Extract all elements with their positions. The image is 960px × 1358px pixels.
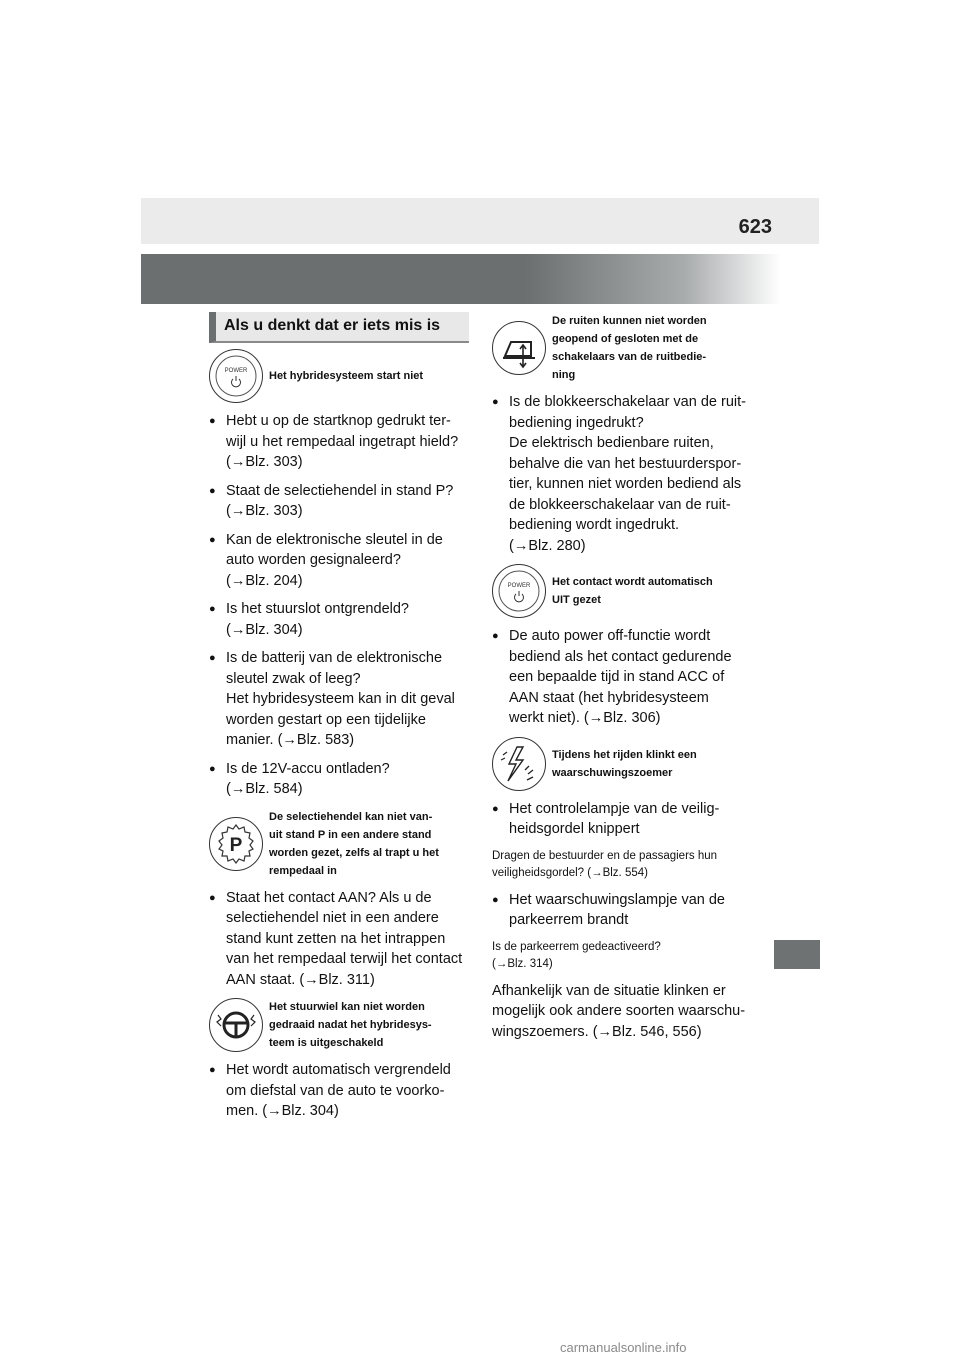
topic-header-steering-wheel (209, 998, 469, 1052)
steering-wheel-icon (209, 998, 263, 1052)
topic-list (209, 411, 469, 800)
svg-text:P: P (229, 834, 243, 856)
topic-label: Het hybridesysteem start niet (269, 370, 424, 382)
note-text: Dragen de bestuurder en de passagiers hun veiligheidsgordel? (→Blz. 554) (492, 849, 718, 879)
topic-label: Het stuurwiel kan niet worden gedraaid nadat het hybridesys- teem is uitgeschakeld (269, 1001, 432, 1049)
power-icon-label: POWER (224, 368, 248, 374)
topic-header-hybrid-no-start (209, 349, 469, 403)
warning-buzzer-icon (492, 737, 546, 791)
list-item: ● Is de blokkeerschakelaar van de ruit- bediening ingedrukt? De elektrisch bedienbare ruiten, behalve die van het bestuurderspor- tier, kunnen niet worden bediend als de blokkeerschakelaar van de ruit- bediening wordt ingedrukt. (→Blz. 280) (492, 392, 752, 556)
page-number: 623 (738, 216, 772, 238)
window-switch-icon (492, 321, 546, 375)
watermark: carmanualsonline.info (560, 1340, 687, 1355)
shift-p-gear-icon (209, 817, 263, 871)
list-item: ● Het waarschuwingslampje van de parkeerrem brandt (492, 890, 752, 931)
note-text: Is de parkeerrem gedeactiveerd? (→Blz. 314) (492, 940, 661, 970)
chapter-tab (774, 940, 820, 969)
list-item: ● Het wordt automatisch vergrendeld om diefstal van de auto te voorko- men. (→Blz. 304) (209, 1060, 469, 1122)
topic-label: De selectiehendel kan niet van- uit stand P in een andere stand worden gezet, zelfs al trapt u het rempedaal in (269, 810, 439, 877)
power-button-icon (492, 564, 546, 618)
topic-header-shift-lever (209, 808, 469, 880)
topic-header-auto-off (492, 564, 752, 618)
left-column (209, 312, 469, 1130)
topic-label: Het contact wordt automatisch UIT gezet (552, 576, 713, 606)
list-item: ● Staat het contact AAN? Als u de selectiehendel niet in een andere stand kunt zetten na het intrappen van het rempedaal terwijl het contact AAN staat. (→Blz. 311) (209, 888, 469, 991)
list-item: ● Hebt u op de startknop gedrukt ter- wijl u het rempedaal ingetrapt hield? (→Blz. 303) (209, 411, 469, 473)
list-item: ● De auto power off-functie wordt bediend als het contact gedurende een bepaalde tijd in stand ACC of AAN staat (het hybridesysteem werkt niet). (→Blz. 306) (492, 626, 752, 729)
topic-header-buzzer (492, 737, 752, 791)
power-button-icon (209, 349, 263, 403)
topic-label: De ruiten kunnen niet worden geopend of gesloten met de schakelaars van de ruitbedie- ning (552, 315, 707, 381)
list-item: ● Kan de elektronische sleutel in de auto worden gesignaleerd? (→Blz. 204) (209, 530, 469, 592)
right-column (492, 306, 752, 1050)
list-item: ● Staat de selectiehendel in stand P? (→Blz. 303) (209, 481, 469, 522)
closing-paragraph: Afhankelijk van de situatie klinken er mogelijk ook andere soorten waarschu- wingszoemers. (→Blz. 546, 556) (492, 982, 746, 1040)
topic-label: Tijdens het rijden klinkt een waarschuwingszoemer (552, 748, 697, 779)
list-item: ● Is het stuurslot ontgrendeld? (→Blz. 304) (209, 599, 469, 640)
section-title: Als u denkt dat er iets mis is (209, 312, 469, 343)
header-band (141, 198, 819, 244)
list-item: ● Het controlelampje van de veilig- heidsgordel knippert (492, 799, 752, 840)
topic-header-windows (492, 312, 752, 384)
chapter-band (141, 254, 781, 304)
list-item: ● Is de 12V-accu ontladen? (→Blz. 584) (209, 759, 469, 800)
power-icon-label: POWER (507, 583, 531, 589)
list-item: ● Is de batterij van de elektronische sleutel zwak of leeg? Het hybridesysteem kan in dit geval worden gestart op een tijdelijke manier. (→Blz. 583) (209, 648, 469, 751)
